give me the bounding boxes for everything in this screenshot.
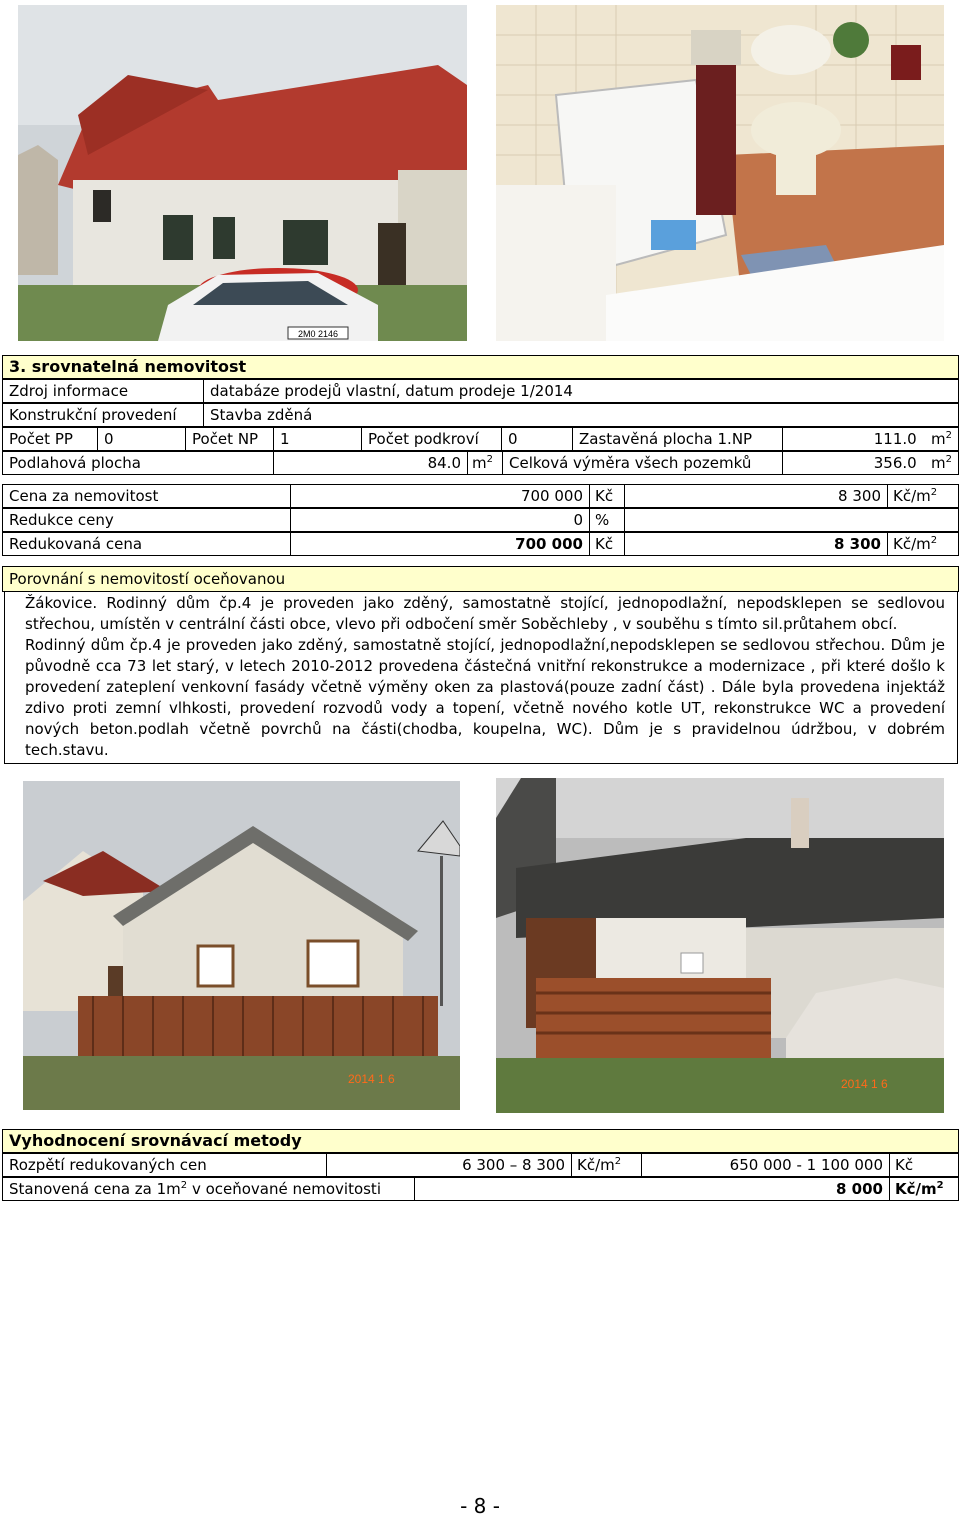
- floor-area-unit-cell: $m^2$: [467, 451, 503, 475]
- comparison-paragraph-1: Žákovice. Rodinný dům čp.4 je proveden jako zděný, samostatně stojící, jednopodlažní, nepodsklepen se sedlovou střechou, umístěn v centrální části obce, vlevo při odbočení směr Soběchleby , v souběhu s tímto sil.průtahem obcí.: [25, 594, 945, 633]
- source-value: databáze prodejů vlastní, datum prodeje 1/2014: [203, 379, 959, 403]
- floor-area-label: Podlahová plocha: [2, 451, 274, 475]
- source-label: Zdroj informace: [2, 379, 204, 403]
- set-price-label-b: v oceňované nemovitosti: [187, 1180, 381, 1198]
- section-title-text: 3. srovnatelná nemovitost: [9, 357, 247, 376]
- range-label: Rozpětí redukovaných cen: [2, 1153, 327, 1177]
- range-total-value: 650 000 - 1 100 000: [641, 1153, 890, 1177]
- reduced-value: 700 000: [290, 532, 590, 556]
- range-m2-unit: Kč/m: [577, 1156, 615, 1174]
- reduction-empty: [624, 508, 959, 532]
- pp-value: 0: [97, 427, 186, 451]
- set-price-label-cell: Stanovená cena za $1m^2$ v oceňované nemovitosti: [2, 1177, 415, 1201]
- photo-bathroom: [496, 5, 944, 341]
- photo-house-with-car: [18, 5, 467, 341]
- construction-label: Konstrukční provedení: [2, 403, 204, 427]
- zastavena-label: Zastavěná plocha 1.NP: [572, 427, 783, 451]
- floor-area-value: 84.0: [273, 451, 468, 475]
- photo-house-with-fence: [23, 781, 460, 1110]
- photo-backyard: [496, 778, 944, 1113]
- reduced-unit: Kč: [589, 532, 625, 556]
- range-m2-unit-cell: $Kč/m^2$: [571, 1153, 642, 1177]
- total-area-cell: 356.0 $m^2$: [782, 451, 959, 475]
- reduced-per-m2-value: 8 300: [624, 532, 888, 556]
- reduction-unit: %: [589, 508, 625, 532]
- total-area-value: 356.0: [873, 454, 917, 472]
- reduced-label: Redukovaná cena: [2, 532, 291, 556]
- price-label: Cena za nemovitost: [2, 484, 291, 508]
- comparison-paragraph-2: Rodinný dům čp.4 je proveden jako zděný, samostatně stojící, jednopodlažní,nepodsklepen se sedlovou střechou. Dům je původně cca 73 let starý, v letech 2010-2012 provedena částečná vnitřní rekonstrukce a modernizace , při které došlo k provedení zateplení venkovní fasády včetně výměny oken za plastová(pouze zadní část) . Dále byla provedena injektáž zdivo proti zemní vlhkosti, provedení rozvodů vody a topení, včetně nového kotle UT, rekonstrukce WC a provedení nových beton.podlah včetně povrchů na části(chodba, koupelna, WC). Dům je s pravidelnou údržbou, v dobrém tech.stavu.: [25, 636, 945, 759]
- price-per-m2-value: 8 300: [624, 484, 888, 508]
- reduced-per-m2-unit: Kč/m: [893, 535, 931, 553]
- page-number: - 8 -: [460, 1494, 500, 1518]
- podkrovi-label: Počet podkroví: [361, 427, 502, 451]
- zastavena-unit: m: [931, 430, 946, 448]
- comparison-heading: Porovnání s nemovitostí oceňovanou: [2, 566, 959, 592]
- price-per-m2-unit: Kč/m: [893, 487, 931, 505]
- reduced-per-m2-unit-cell: $Kč/m^2$: [887, 532, 959, 556]
- price-unit: Kč: [589, 484, 625, 508]
- set-price-label-a: Stanovená cena za 1m: [9, 1180, 181, 1198]
- construction-value: Stavba zděná: [203, 403, 959, 427]
- np-value: 1: [273, 427, 362, 451]
- set-price-unit-cell: $Kč/m^2$: [889, 1177, 959, 1201]
- total-area-label: Celková výměra všech pozemků: [502, 451, 783, 475]
- reduction-value: 0: [290, 508, 590, 532]
- license-plate: 2M0 2146: [297, 329, 339, 339]
- set-price-value: 8 000: [414, 1177, 890, 1201]
- floor-area-unit: m: [472, 454, 487, 472]
- evaluation-heading: Vyhodnocení srovnávací metody: [2, 1129, 959, 1153]
- price-per-m2-unit-cell: $Kč/m^2$: [887, 484, 959, 508]
- podkrovi-value: 0: [501, 427, 573, 451]
- price-value: 700 000: [290, 484, 590, 508]
- np-label: Počet NP: [185, 427, 274, 451]
- zastavena-value: 111.0: [873, 430, 917, 448]
- photo3-date-stamp: 2014 1 6: [348, 1072, 395, 1086]
- range-total-unit: Kč: [889, 1153, 959, 1177]
- range-m2-value: 6 300 – 8 300: [326, 1153, 572, 1177]
- reduction-label: Redukce ceny: [2, 508, 291, 532]
- total-area-unit: m: [931, 454, 946, 472]
- photo4-date-stamp: 2014 1 6: [841, 1077, 888, 1091]
- zastavena-cell: 111.0 $m^2$: [782, 427, 959, 451]
- section-title: [2, 355, 959, 379]
- pp-label: Počet PP: [2, 427, 98, 451]
- set-price-unit: Kč/m: [895, 1180, 937, 1198]
- comparison-text: [4, 591, 958, 764]
